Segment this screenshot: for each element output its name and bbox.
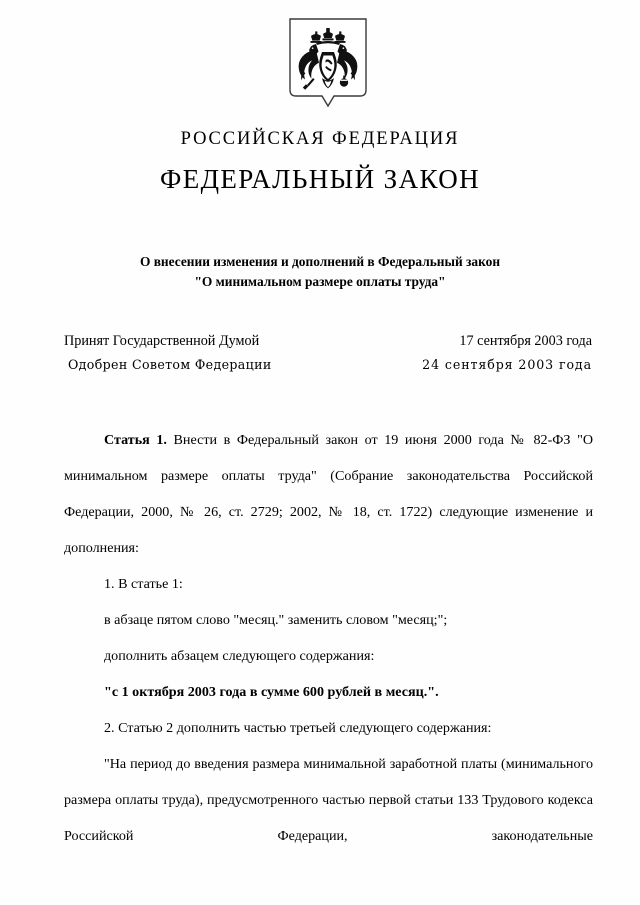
- document-title-block: [0, 128, 640, 196]
- council-approval-label: Одобрен Советом Федерации: [68, 357, 272, 372]
- item-2-quote-paragraph: "На период до введения размера минимальной заработной платы (минимального размера оплаты труда), предусмотренного частью первой статьи 133 Трудового кодекса Российской Федерации, законодательные: [64, 756, 593, 844]
- item-1-sub-1-paragraph: в абзаце пятом слово "месяц." заменить словом "месяц;";: [104, 612, 448, 628]
- duma-adoption-label: Принят Государственной Думой: [64, 333, 260, 349]
- article-1-heading: Статья 1.: [104, 432, 167, 448]
- russian-coat-of-arms-icon: [286, 16, 370, 118]
- subtitle-line-1: О внесении изменения и дополнений в Федеральный закон: [139, 254, 501, 269]
- adoption-row-council: [64, 353, 592, 376]
- document-type-heading: ФЕДЕРАЛЬНЫЙ ЗАКОН: [159, 164, 481, 195]
- item-1-paragraph: 1. В статье 1:: [104, 576, 183, 592]
- item-1-quote-paragraph: "с 1 октября 2003 года в сумме 600 рублей в месяц.".: [104, 684, 439, 700]
- document-body: [64, 422, 593, 854]
- country-heading: РОССИЙСКАЯ ФЕДЕРАЦИЯ: [180, 129, 460, 149]
- adoption-row-duma: [64, 330, 592, 353]
- duma-adoption-date: 17 сентября 2003 года: [459, 333, 592, 349]
- subtitle-line-2: "О минимальном размере оплаты труда": [194, 274, 446, 289]
- adoption-block: [64, 330, 592, 376]
- document-subtitle: [0, 252, 640, 292]
- article-1-paragraph: [64, 422, 593, 566]
- article-1-intro-text: Внести в Федеральный закон от 19 июня 2000 года № 82-ФЗ "О минимальном размере оплаты труда" (Собрание законодательства Российской Федерации, 2000, № 26, ст. 2729; 2002, № 18, ст. 1722) следующие изменение и дополнения:: [64, 432, 594, 556]
- item-1-sub-2-paragraph: дополнить абзацем следующего содержания:: [104, 648, 375, 664]
- item-2-paragraph: 2. Статью 2 дополнить частью третьей следующего содержания:: [104, 720, 492, 736]
- council-approval-date: 24 сентября 2003 года: [422, 357, 592, 372]
